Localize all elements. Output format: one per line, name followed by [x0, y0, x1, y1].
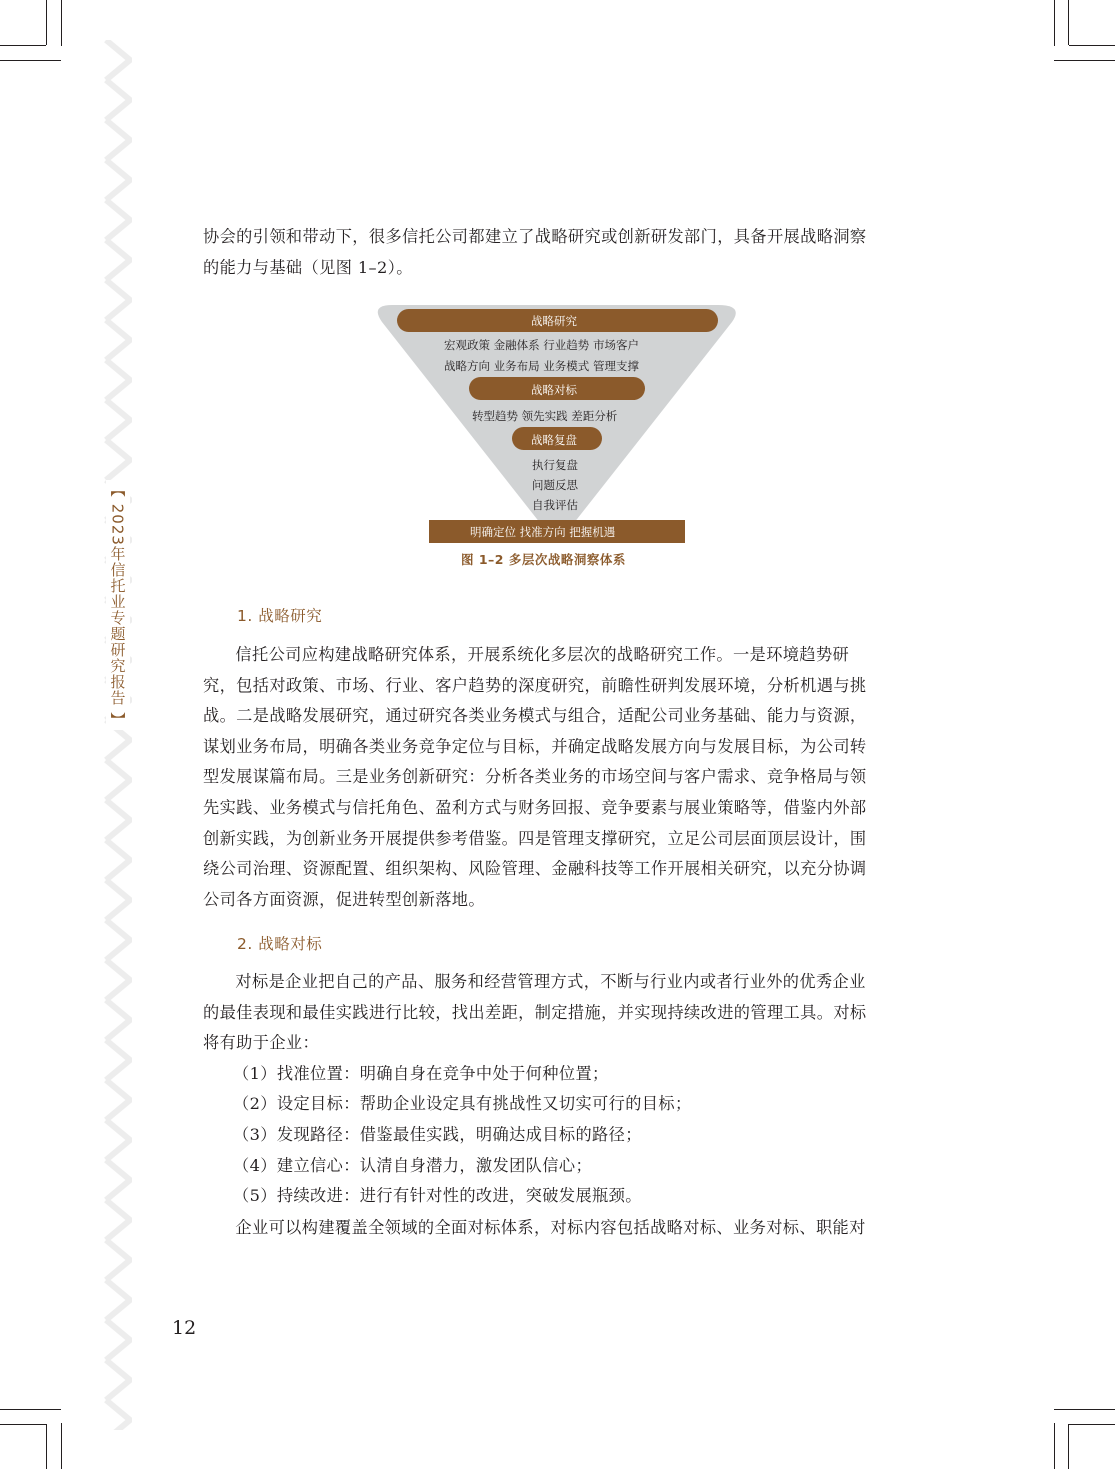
page-number: 12 — [172, 1317, 197, 1339]
crop-mark — [1054, 1409, 1115, 1410]
level-3-item: 执行复盘 — [532, 458, 578, 472]
crop-mark — [46, 0, 47, 45]
crop-mark — [1068, 0, 1069, 45]
level-1-item: 战略方向 业务布局 业务模式 管理支撑 — [444, 359, 639, 373]
text-line: 将有助于企业： — [203, 1033, 320, 1053]
text-line: 究，包括对政策、市场、行业、客户趋势的深度研究，前瞻性研判发展环境，分析机遇与挑 — [203, 675, 867, 695]
crop-mark — [61, 1423, 62, 1469]
level-2-title: 战略对标 — [531, 383, 577, 397]
level-1-title: 战略研究 — [531, 314, 577, 328]
section-2-paragraph — [203, 967, 913, 1059]
level-3-item: 问题反思 — [532, 478, 578, 492]
section-1-heading: 1. 战略研究 — [237, 607, 323, 625]
list-item: （5）持续改进：进行有针对性的改进，突破发展瓶颈。 — [233, 1186, 642, 1205]
list-item: （4）建立信心：认清自身潜力，激发团队信心； — [233, 1156, 593, 1175]
crop-mark — [0, 60, 61, 61]
text-line: 的能力与基础（见图 1–2）。 — [203, 257, 413, 277]
text-line: 协会的引领和带动下，很多信托公司都建立了战略研究或创新研发部门，具备开展战略洞察 — [203, 227, 867, 246]
text-line: 创新实践，为创新业务开展提供参考借鉴。四是管理支撑研究，立足公司层面顶层设计，围 — [203, 828, 867, 848]
crop-mark — [46, 1424, 47, 1469]
text-line: 的最佳表现和最佳实践进行比较，找出差距，制定措施，并实现持续改进的管理工具。对标 — [203, 1002, 867, 1022]
list-item: （1）找准位置：明确自身在竞争中处于何种位置； — [233, 1064, 609, 1083]
crop-mark — [1054, 0, 1055, 46]
text-line: 先实践、业务模式与信托角色、盈利方式与财务回报、竞争要素与展业策略等，借鉴内外部 — [203, 797, 867, 817]
level-1-item: 宏观政策 金融体系 行业趋势 市场客户 — [444, 338, 639, 352]
level-2-item: 转型趋势 领先实践 差距分析 — [472, 409, 618, 423]
crop-mark — [1069, 1424, 1115, 1425]
crop-mark — [1068, 1424, 1069, 1469]
intro-paragraph — [203, 222, 913, 283]
section-2-closing — [203, 1213, 913, 1244]
side-decoration — [104, 40, 132, 1430]
text-line: 企业可以构建覆盖全领域的全面对标体系，对标内容包括战略对标、业务对标、职能对 — [235, 1218, 866, 1237]
text-line: 对标是企业把自己的产品、服务和经营管理方式，不断与行业内或者行业外的优秀企业 — [235, 972, 866, 991]
text-line: 信托公司应构建战略研究体系，开展系统化多层次的战略研究工作。一是环境趋势研 — [235, 645, 850, 664]
figure-caption: 图 1–2 多层次战略洞察体系 — [461, 552, 626, 567]
level-3-item: 自我评估 — [532, 498, 578, 512]
section-1-paragraph — [203, 640, 913, 915]
list-item: （2）设定目标：帮助企业设定具有挑战性又切实可行的目标； — [233, 1094, 692, 1113]
text-line: 公司各方面资源，促进转型创新落地。 — [203, 889, 485, 909]
list-item: （3）发现路径：借鉴最佳实践，明确达成目标的路径； — [233, 1125, 642, 1144]
crop-mark — [61, 0, 62, 46]
text-line: 绕公司治理、资源配置、组织架构、风险管理、金融科技等工作开展相关研究，以充分协调 — [203, 859, 867, 879]
text-line: 战。二是战略发展研究，通过研究各类业务模式与组合，适配公司业务基础、能力与资源， — [203, 706, 867, 726]
section-2-heading: 2. 战略对标 — [237, 935, 323, 953]
pyramid-base-label: 明确定位 找准方向 把握机遇 — [470, 525, 616, 539]
text-line: 谋划业务布局，明确各类业务竞争定位与目标，并确定战略发展方向与发展目标，为公司转 — [203, 736, 867, 756]
crop-mark — [0, 45, 46, 46]
side-report-title: 【 2023年信托业专题研究报告 】 — [106, 480, 130, 730]
strategy-pyramid-diagram — [370, 300, 745, 575]
crop-mark — [0, 1409, 61, 1410]
crop-mark — [1054, 1423, 1055, 1469]
text-line: 型发展谋篇布局。三是业务创新研究：分析各类业务的市场空间与客户需求、竞争格局与领 — [203, 767, 867, 787]
crop-mark — [0, 1424, 46, 1425]
level-3-title: 战略复盘 — [531, 433, 577, 447]
crop-mark — [1069, 45, 1115, 46]
crop-mark — [1054, 60, 1115, 61]
